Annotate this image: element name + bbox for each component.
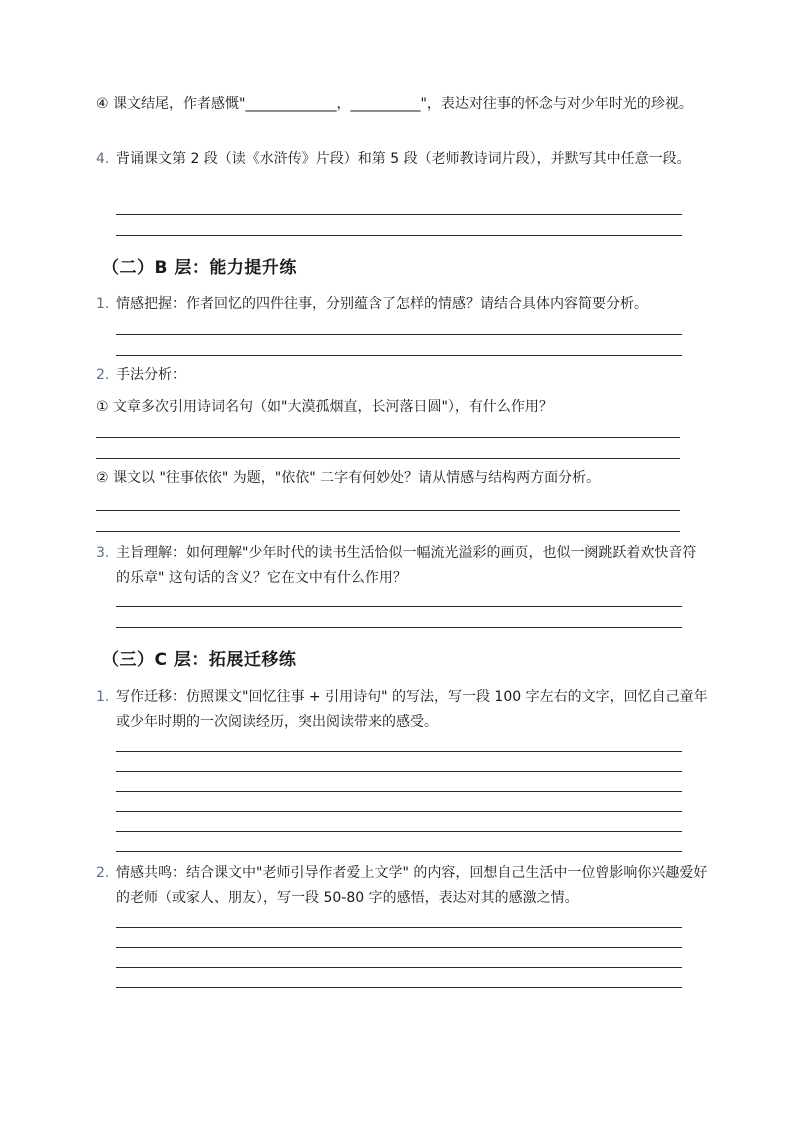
answer-line[interactable] — [116, 606, 682, 607]
answer-line[interactable] — [116, 851, 682, 852]
question-number: 1. — [96, 296, 110, 312]
question-text: 手法分析： — [116, 367, 186, 383]
answer-line[interactable] — [116, 627, 682, 628]
answer-line[interactable] — [116, 235, 682, 236]
question-number: 2. — [96, 367, 110, 383]
answer-line[interactable] — [116, 987, 682, 988]
section-b-question-3 — [96, 541, 708, 591]
question-text: 情感把握：作者回忆的四件往事，分别蕴含了怎样的情感？请结合具体内容简要分析。 — [116, 296, 648, 312]
section-b-question-2-sub-1: ① 文章多次引用诗词名句（如"大漠孤烟直，长河落日圆"），有什么作用？ — [96, 399, 553, 415]
question-number: 2. — [96, 865, 110, 881]
section-c-title: （三）C 层：拓展迁移练 — [102, 650, 297, 670]
answer-line[interactable] — [96, 531, 680, 532]
item4-text: ④ 课文结尾，作者感慨"_____________，__________"，表达对往事的怀念与对少年时光的珍视。 — [96, 96, 693, 112]
question-text: 情感共鸣：结合课文中"老师引导作者爱上文学" 的内容，回想自己生活中一位曾影响你兴趣爱好的老师（或家人、朋友），写一段 50-80 字的感悟，表达对其的感激之情。 — [116, 865, 708, 906]
question-4 — [96, 147, 708, 172]
answer-line[interactable] — [116, 771, 682, 772]
answer-line[interactable] — [116, 967, 682, 968]
answer-line[interactable] — [96, 458, 680, 459]
answer-line[interactable] — [116, 811, 682, 812]
answer-line[interactable] — [116, 947, 682, 948]
section-c-question-2 — [96, 861, 708, 911]
section-b-question-1 — [96, 292, 708, 317]
answer-line[interactable] — [116, 355, 682, 356]
answer-line[interactable] — [116, 791, 682, 792]
answer-line[interactable] — [116, 334, 682, 335]
item4-blank-question — [96, 92, 708, 117]
question-4-number: 4. — [96, 151, 110, 167]
section-c-question-1 — [96, 685, 708, 735]
answer-line[interactable] — [116, 751, 682, 752]
question-number: 1. — [96, 689, 110, 705]
answer-line[interactable] — [96, 437, 680, 438]
question-4-text: 背诵课文第 2 段（读《水浒传》片段）和第 5 段（老师教诗词片段），并默写其中任意一段。 — [116, 151, 691, 167]
question-number: 3. — [96, 545, 110, 561]
section-b-title: （二）B 层：能力提升练 — [102, 258, 297, 278]
section-b-question-2 — [96, 363, 708, 388]
question-text: 写作迁移：仿照课文"回忆往事 + 引用诗句" 的写法，写一段 100 字左右的文字，回忆自己童年或少年时期的一次阅读经历，突出阅读带来的感受。 — [116, 689, 708, 730]
answer-line[interactable] — [96, 510, 680, 511]
question-text: 主旨理解：如何理解"少年时代的读书生活恰似一幅流光溢彩的画页，也似一阕跳跃着欢快音符的乐章" 这句话的含义？它在文中有什么作用？ — [116, 545, 697, 586]
answer-line[interactable] — [116, 214, 682, 215]
section-b-question-2-sub-2: ② 课文以 "往事依依" 为题，"依依" 二字有何妙处？请从情感与结构两方面分析。 — [96, 470, 601, 486]
answer-line[interactable] — [116, 831, 682, 832]
answer-line[interactable] — [116, 927, 682, 928]
